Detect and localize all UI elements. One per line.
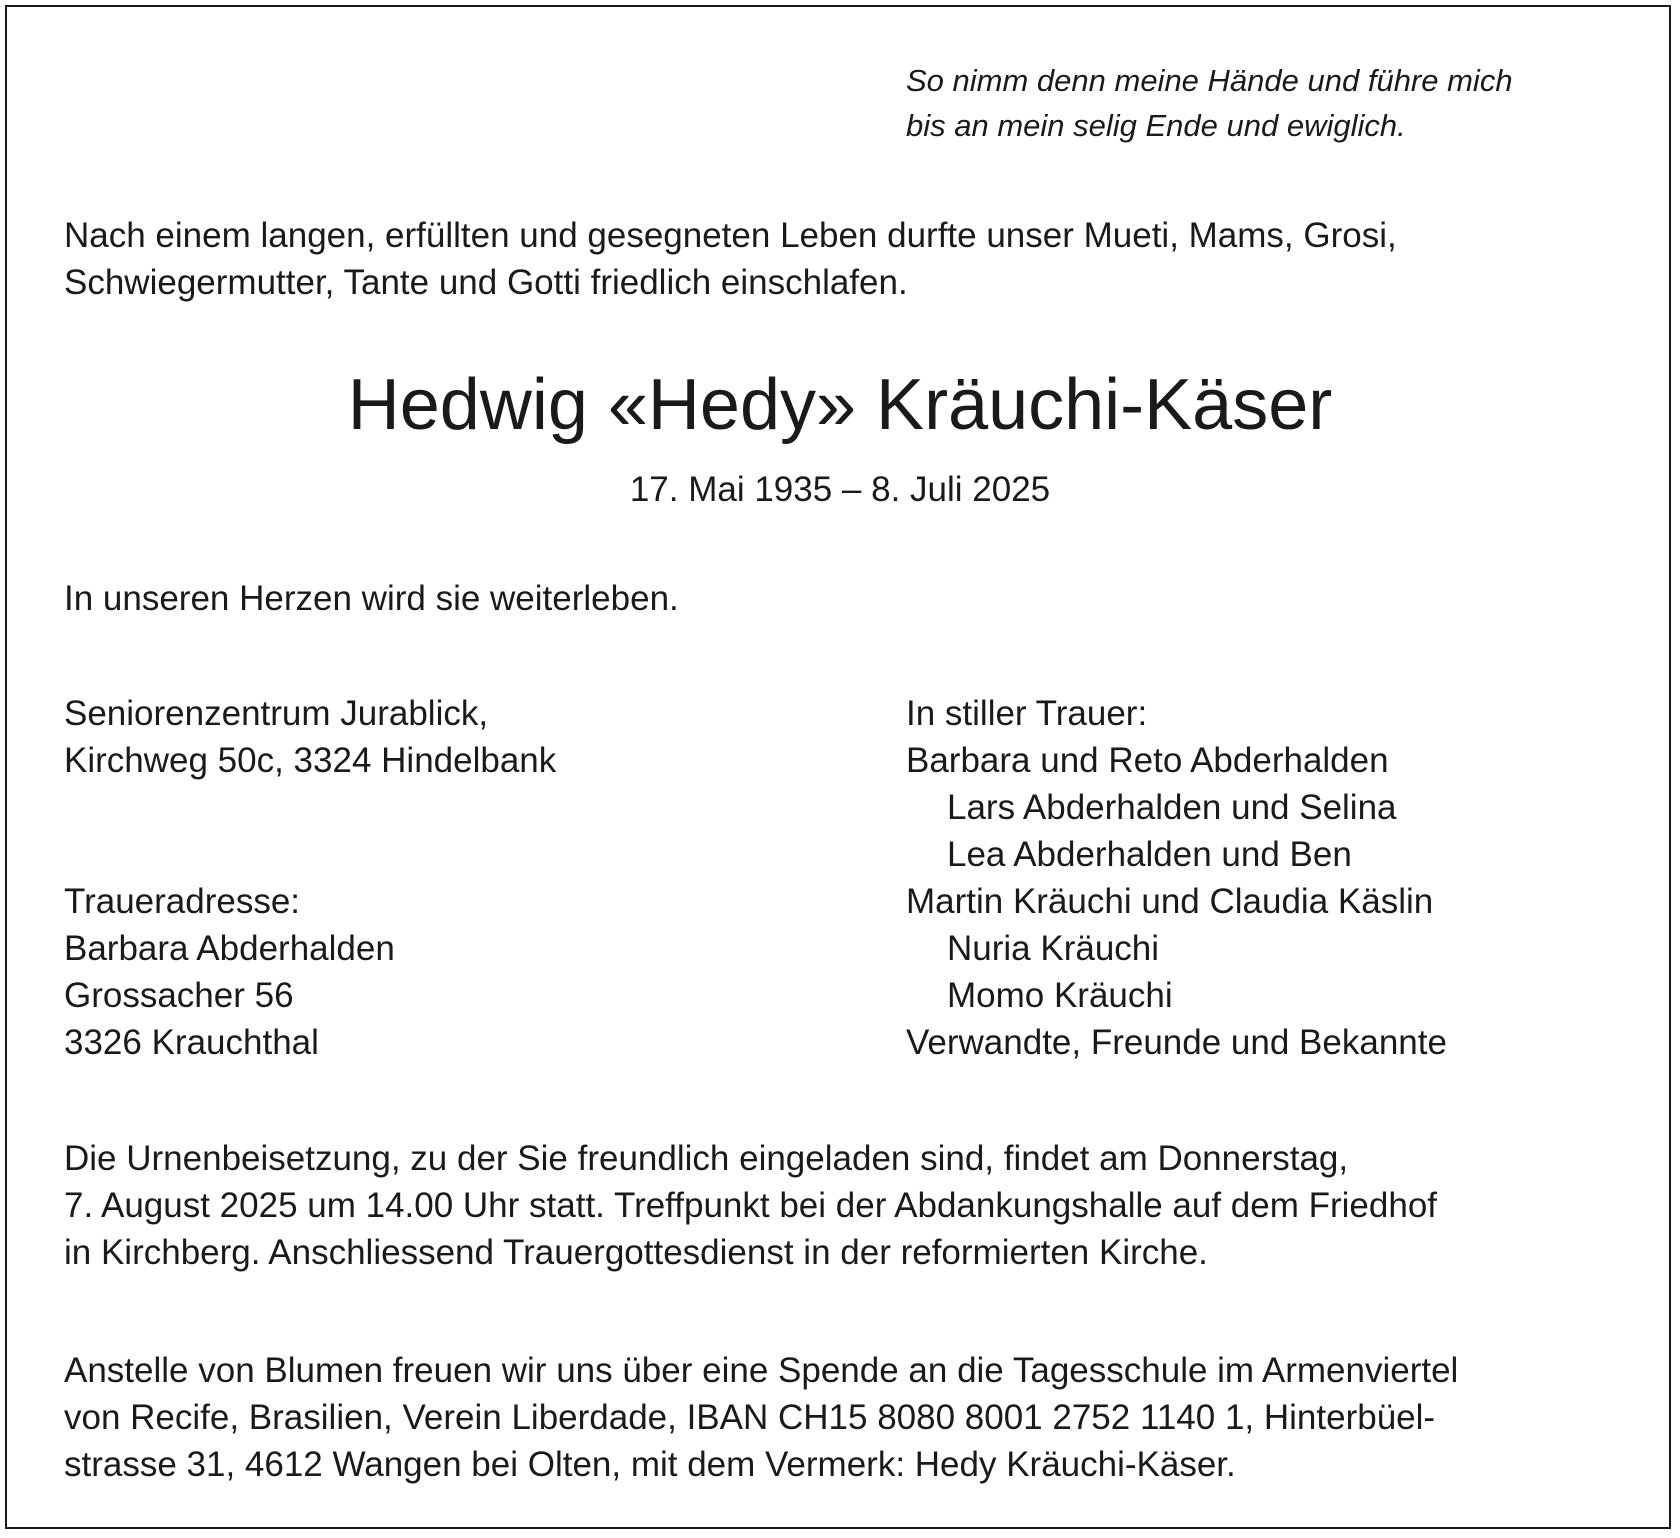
donation-paragraph [64,1347,1458,1488]
burial-line: Die Urnenbeisetzung, zu der Sie freundlich eingeladen sind, findet am Donnerstag, [64,1139,1349,1178]
spacer [64,784,556,878]
residence-line: Seniorenzentrum Jurablick, [64,694,489,733]
intro-paragraph [64,212,1397,306]
mourning-address-line: Grossacher 56 [64,976,294,1015]
donation-line: strasse 31, 4612 Wangen bei Olten, mit dem Vermerk: Hedy Kräuchi-Käser. [64,1445,1236,1484]
mourning-address-label: Traueradresse: [64,882,301,921]
deceased-name: Hedwig «Hedy» Kräuchi-Käser [347,365,1333,445]
donation-line: Anstelle von Blumen freuen wir uns über eine Spende an die Tagesschule im Armenviertel [64,1351,1459,1390]
remembrance-line: In unseren Herzen wird sie weiterleben. [64,579,679,618]
mourner-name: Lea Abderhalden und Ben [947,835,1352,874]
burial-line: 7. August 2025 um 14.00 Uhr statt. Treffpunkt bei der Abdankungshalle auf dem Friedhof [64,1186,1438,1225]
mourner-name: Lars Abderhalden und Selina [947,788,1397,827]
donation-line: von Recife, Brasilien, Verein Liberdade, IBAN CH15 8080 8001 2752 1140 1, Hinterbüel- [64,1398,1436,1437]
burial-line: in Kirchberg. Anschliessend Trauergottesdienst in der reformierten Kirche. [64,1233,1208,1272]
mourning-address-line: Barbara Abderhalden [64,929,395,968]
life-dates: 17. Mai 1935 – 8. Juli 2025 [629,470,1051,509]
mourners-column [906,690,1447,1066]
intro-line: Nach einem langen, erfüllten und gesegneten Leben durfte unser Mueti, Mams, Grosi, [64,216,1397,255]
burial-paragraph [64,1135,1437,1276]
mourner-name: Verwandte, Freunde und Bekannte [906,1023,1447,1062]
address-column [64,690,556,1066]
mourner-name: Barbara und Reto Abderhalden [906,741,1389,780]
intro-line: Schwiegermutter, Tante und Gotti friedlich einschlafen. [64,263,908,302]
mourner-name: Nuria Kräuchi [947,929,1160,968]
motto-line: bis an mein selig Ende und ewiglich. [906,108,1406,143]
residence-line: Kirchweg 50c, 3324 Hindelbank [64,741,557,780]
mourners-heading: In stiller Trauer: [906,694,1148,733]
motto-verse [906,58,1513,148]
mourner-name: Martin Kräuchi und Claudia Käslin [906,882,1434,921]
motto-line: So nimm denn meine Hände und führe mich [906,63,1513,98]
mourner-name: Momo Kräuchi [947,976,1173,1015]
mourning-address-line: 3326 Krauchthal [64,1023,319,1062]
